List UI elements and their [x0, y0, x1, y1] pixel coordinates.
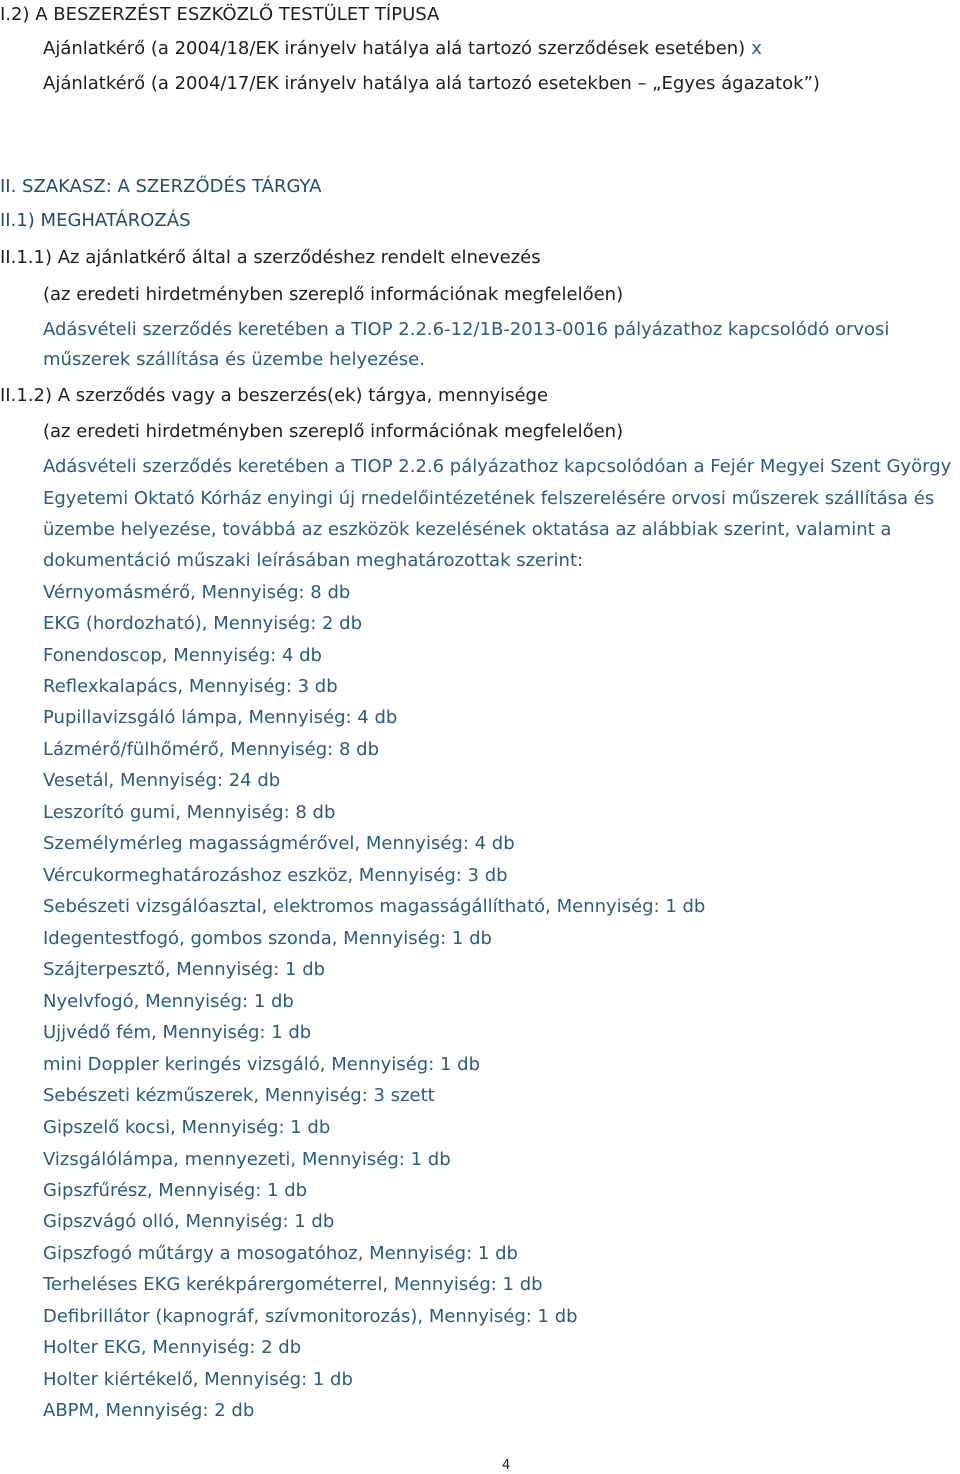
- list-item: Pupillavizsgáló lámpa, Mennyiség: 4 db: [43, 707, 398, 728]
- page-number: 4: [502, 1458, 511, 1473]
- section-i2-title: I.2) A BESZERZÉST ESZKÖZLŐ TESTÜLET TÍPUSA: [0, 4, 440, 25]
- list-item: ABPM, Mennyiség: 2 db: [43, 1400, 255, 1421]
- section-ii-title: II. SZAKASZ: A SZERZŐDÉS TÁRGYA: [0, 176, 322, 197]
- list-item: Vérnyomásmérő, Mennyiség: 8 db: [43, 582, 351, 603]
- list-item: Idegentestfogó, gombos szonda, Mennyiség: 1 db: [43, 928, 492, 949]
- item-ii12-desc-2: Egyetemi Oktató Kórház enyingi új rnedelőintézetének felszerelésére orvosi műszerek szállítása és: [43, 488, 935, 509]
- list-item: Terheléses EKG kerékpárergométerrel, Mennyiség: 1 db: [43, 1274, 543, 1295]
- option-1-mark: x: [751, 38, 762, 59]
- list-item: mini Doppler keringés vizsgáló, Mennyiség: 1 db: [43, 1054, 481, 1075]
- option-2-label: Ajánlatkérő (a 2004/17/EK irányelv hatálya alá tartozó esetekben – „Egyes ágazatok”): [43, 73, 820, 94]
- list-item: Sebészeti vizsgálóasztal, elektromos magasságállítható, Mennyiség: 1 db: [43, 896, 706, 917]
- item-ii11-text-1: Adásvételi szerződés keretében a TIOP 2.2.6-12/1B-2013-0016 pályázathoz kapcsolódó orvosi: [43, 319, 890, 340]
- list-item: Holter EKG, Mennyiség: 2 db: [43, 1337, 302, 1358]
- item-ii11-text-2: műszerek szállítása és üzembe helyezése.: [43, 349, 425, 370]
- list-item: Nyelvfogó, Mennyiség: 1 db: [43, 991, 294, 1012]
- list-item: Szájterpesztő, Mennyiség: 1 db: [43, 959, 326, 980]
- option-row-1: [43, 38, 762, 60]
- list-item: Vesetál, Mennyiség: 24 db: [43, 770, 281, 791]
- item-ii12-desc-3: üzembe helyezése, továbbá az eszközök kezelésének oktatása az alábbiak szerint, valamint a: [43, 519, 892, 540]
- list-item: Vércukormeghatározáshoz eszköz, Mennyiség: 3 db: [43, 865, 508, 886]
- list-item: Gipszvágó olló, Mennyiség: 1 db: [43, 1211, 335, 1232]
- list-item: EKG (hordozható), Mennyiség: 2 db: [43, 613, 362, 634]
- section-ii1-subtitle: II.1) MEGHATÁROZÁS: [0, 210, 191, 231]
- list-item: Sebészeti kézműszerek, Mennyiség: 3 szett: [43, 1085, 435, 1106]
- item-ii12-label: II.1.2) A szerződés vagy a beszerzés(ek) tárgya, mennyisége: [0, 385, 549, 406]
- list-item: Fonendoscop, Mennyiség: 4 db: [43, 645, 322, 666]
- list-item: Személymérleg magasságmérővel, Mennyiség: 4 db: [43, 833, 515, 854]
- item-ii12-note: (az eredeti hirdetményben szereplő információnak megfelelően): [43, 421, 624, 442]
- list-item: Lázmérő/fülhőmérő, Mennyiség: 8 db: [43, 739, 379, 760]
- item-ii11-label: II.1.1) Az ajánlatkérő által a szerződéshez rendelt elnevezés: [0, 247, 541, 268]
- option-1-label: Ajánlatkérő (a 2004/18/EK irányelv hatálya alá tartozó szerződések esetében): [43, 38, 746, 59]
- list-item: Holter kiértékelő, Mennyiség: 1 db: [43, 1369, 353, 1390]
- list-item: Gipszfogó műtárgy a mosogatóhoz, Mennyiség: 1 db: [43, 1243, 518, 1264]
- item-ii11-note: (az eredeti hirdetményben szereplő információnak megfelelően): [43, 284, 624, 305]
- list-item: Reflexkalapács, Mennyiség: 3 db: [43, 676, 338, 697]
- list-item: Defibrillátor (kapnográf, szívmonitorozás), Mennyiség: 1 db: [43, 1306, 578, 1327]
- list-item: Vizsgálólámpa, mennyezeti, Mennyiség: 1 db: [43, 1149, 451, 1170]
- item-ii12-desc-4: dokumentáció műszaki leírásában meghatározottak szerint:: [43, 550, 584, 571]
- list-item: Gipszfűrész, Mennyiség: 1 db: [43, 1180, 308, 1201]
- list-item: Leszorító gumi, Mennyiség: 8 db: [43, 802, 336, 823]
- list-item: Ujjvédő fém, Mennyiség: 1 db: [43, 1022, 312, 1043]
- list-item: Gipszelő kocsi, Mennyiség: 1 db: [43, 1117, 331, 1138]
- item-ii12-desc-1: Adásvételi szerződés keretében a TIOP 2.2.6 pályázathoz kapcsolódóan a Fejér Megyei Szent György: [43, 456, 952, 477]
